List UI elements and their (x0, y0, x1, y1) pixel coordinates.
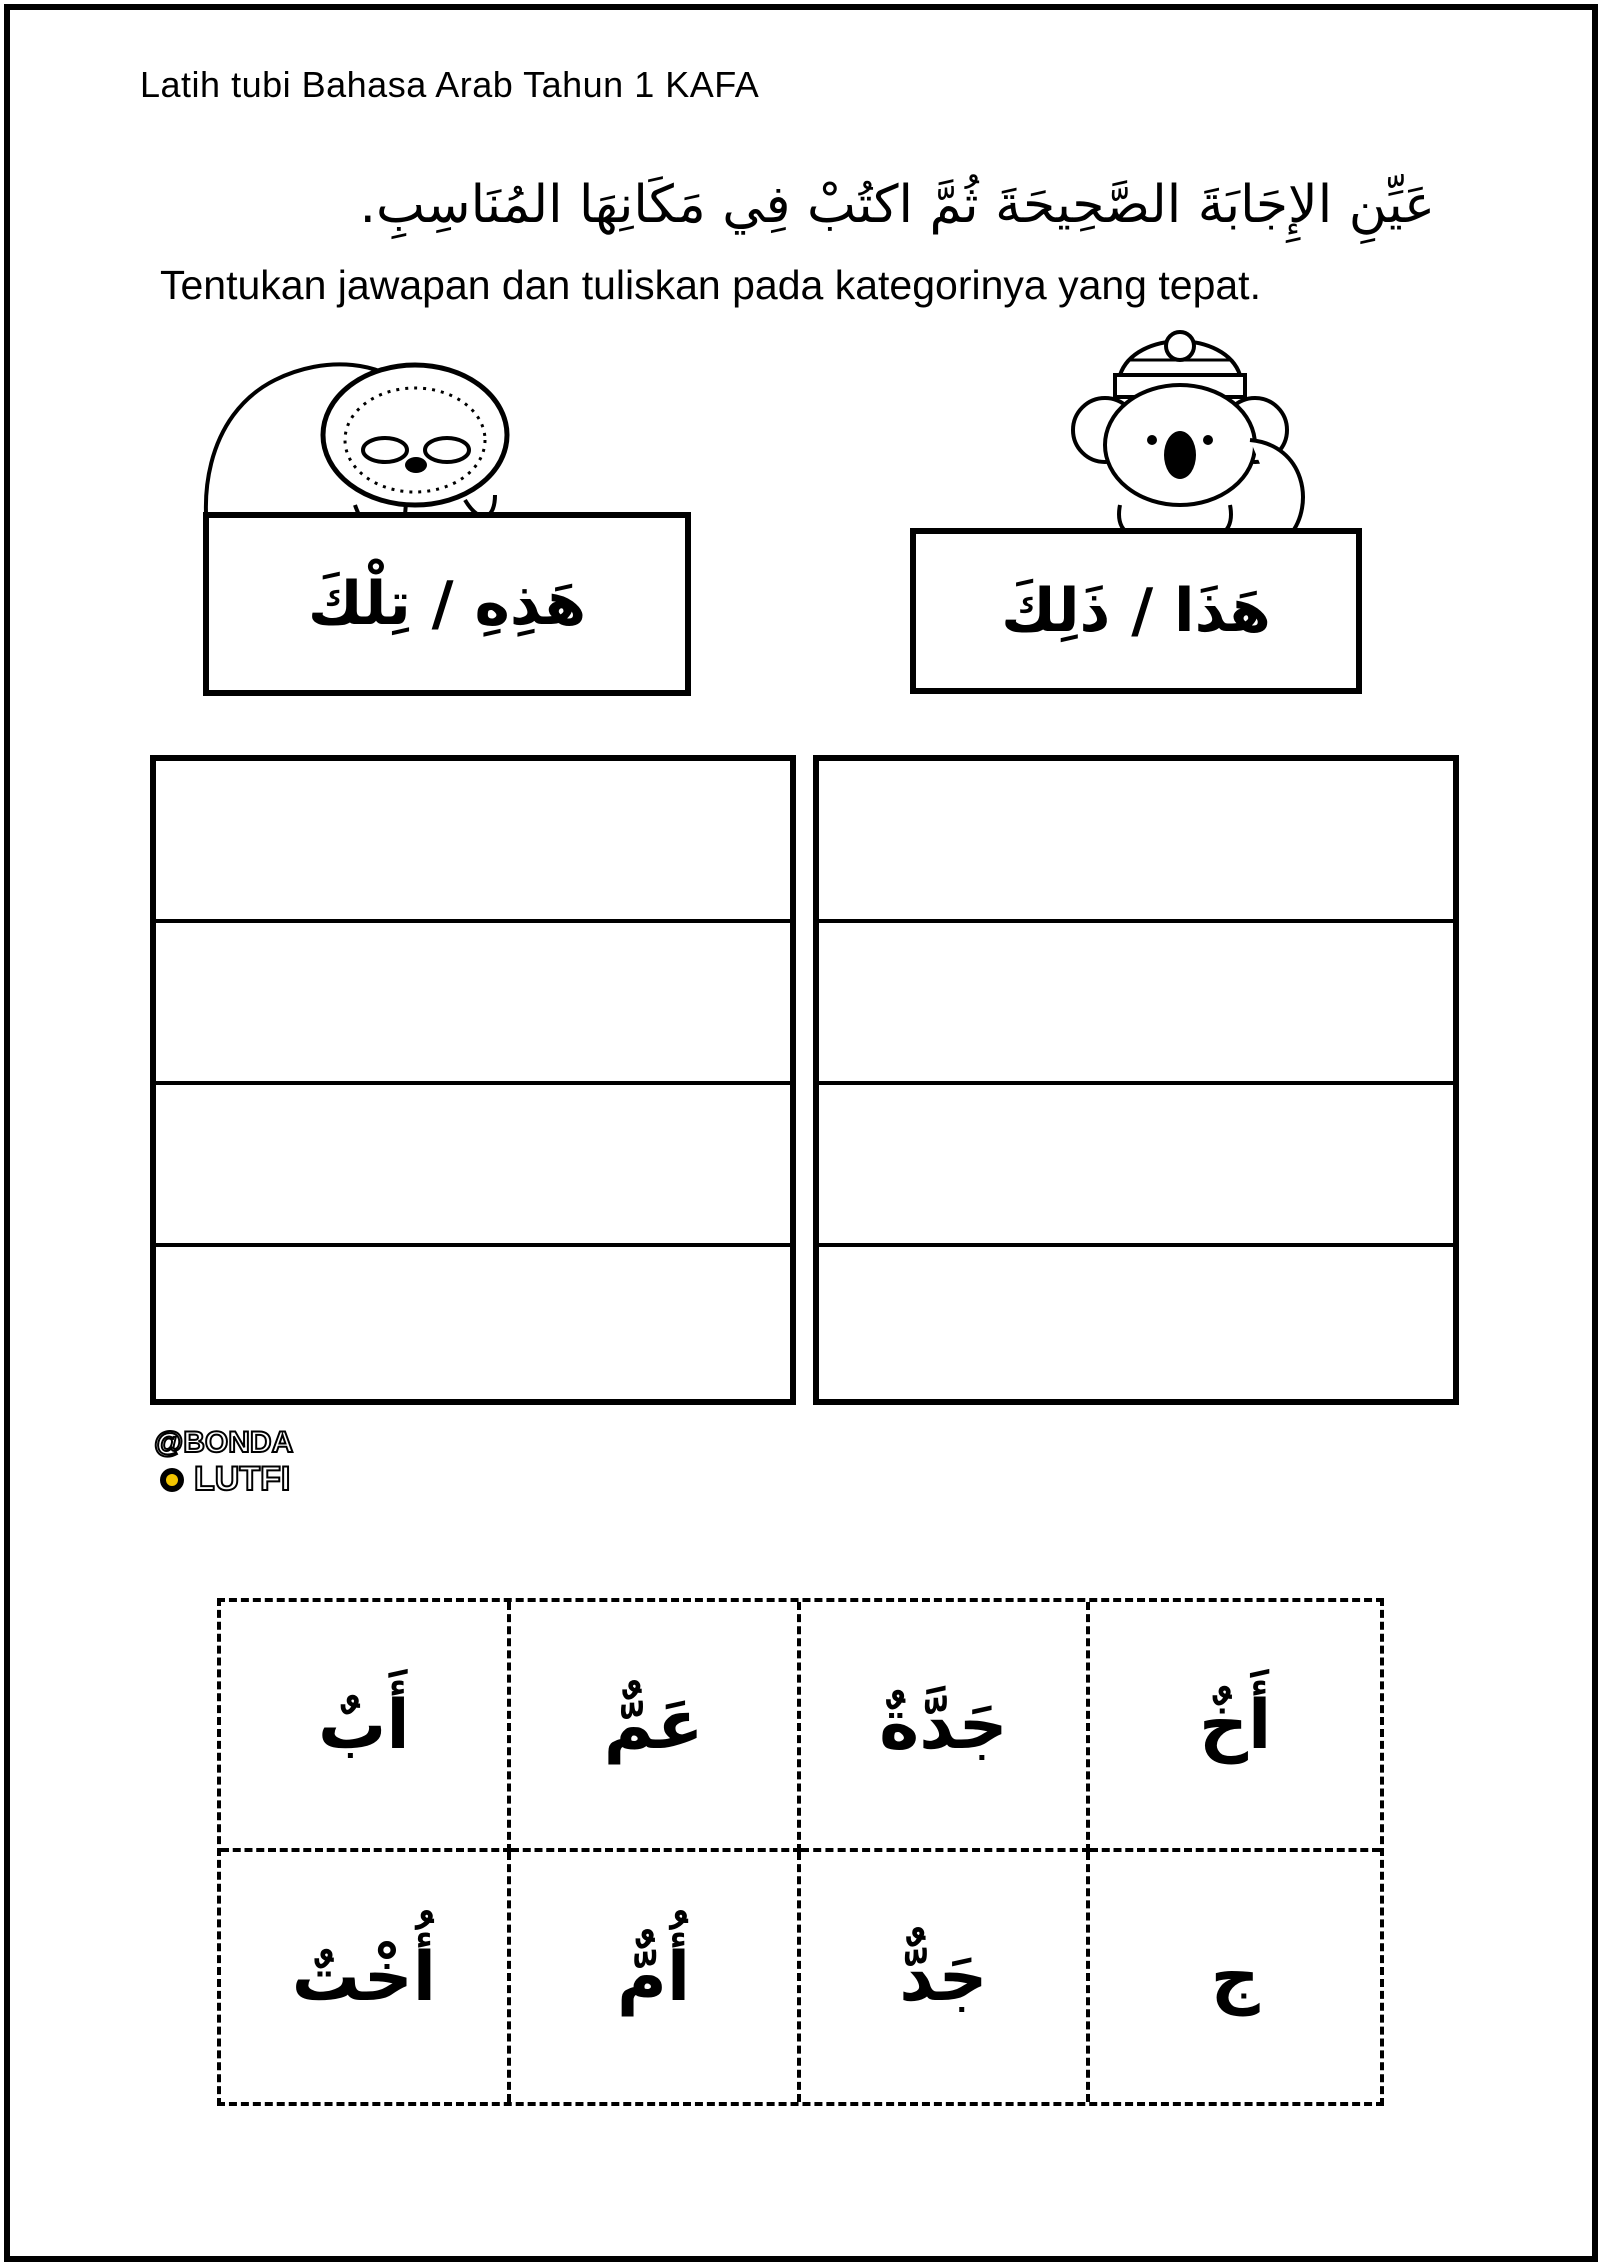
word-card-grid (217, 1598, 1384, 2106)
word-card[interactable]: جَدَّةٌ (801, 1602, 1091, 1852)
category-label-right: هَذَا / ذَلِكَ (1001, 576, 1271, 646)
word-card[interactable]: ج (1210, 1937, 1260, 2017)
category-label-left: هَذِهِ / تِلْكَ (307, 569, 587, 639)
logo-text-bottom: LUTFI (194, 1460, 291, 1498)
answer-slot[interactable] (819, 923, 1453, 1085)
answer-slot[interactable] (156, 1247, 790, 1409)
answer-slot[interactable] (819, 1247, 1453, 1409)
logo-text-top: @BONDA (154, 1426, 294, 1459)
answer-column-right (813, 755, 1459, 1405)
answer-slot[interactable] (819, 761, 1453, 923)
arabic-instruction: عَيِّنِ الإِجَابَةَ الصَّحِيحَةَ ثُمَّ اكتُبْ فِي مَكَانِهَا المُنَاسِبِ. (359, 175, 1435, 235)
bonda-lutfi-logo (150, 1420, 310, 1500)
answer-column-left (150, 755, 796, 1405)
answer-slot[interactable] (156, 1085, 790, 1247)
word-card[interactable]: أَبٌ (221, 1602, 511, 1852)
answer-slot[interactable] (819, 1085, 1453, 1247)
malay-instruction: Tentukan jawapan dan tuliskan pada kategorinya yang tepat. (160, 262, 1261, 308)
answer-slot[interactable] (156, 923, 790, 1085)
category-box-hadhihi-tilka (203, 512, 691, 696)
word-card[interactable]: أُمٌّ (511, 1852, 801, 2102)
word-card[interactable]: أُخْتٌ (221, 1852, 511, 2102)
word-card[interactable]: عَمٌّ (511, 1602, 801, 1852)
answer-slot[interactable] (156, 761, 790, 923)
word-card[interactable]: أَخٌ (1090, 1602, 1380, 1852)
category-box-hadha-dhalika (910, 528, 1362, 694)
worksheet-title: Latih tubi Bahasa Arab Tahun 1 KAFA (140, 64, 760, 105)
koala-illustration (1060, 330, 1320, 555)
word-card[interactable]: جَدٌّ (801, 1852, 1091, 2102)
